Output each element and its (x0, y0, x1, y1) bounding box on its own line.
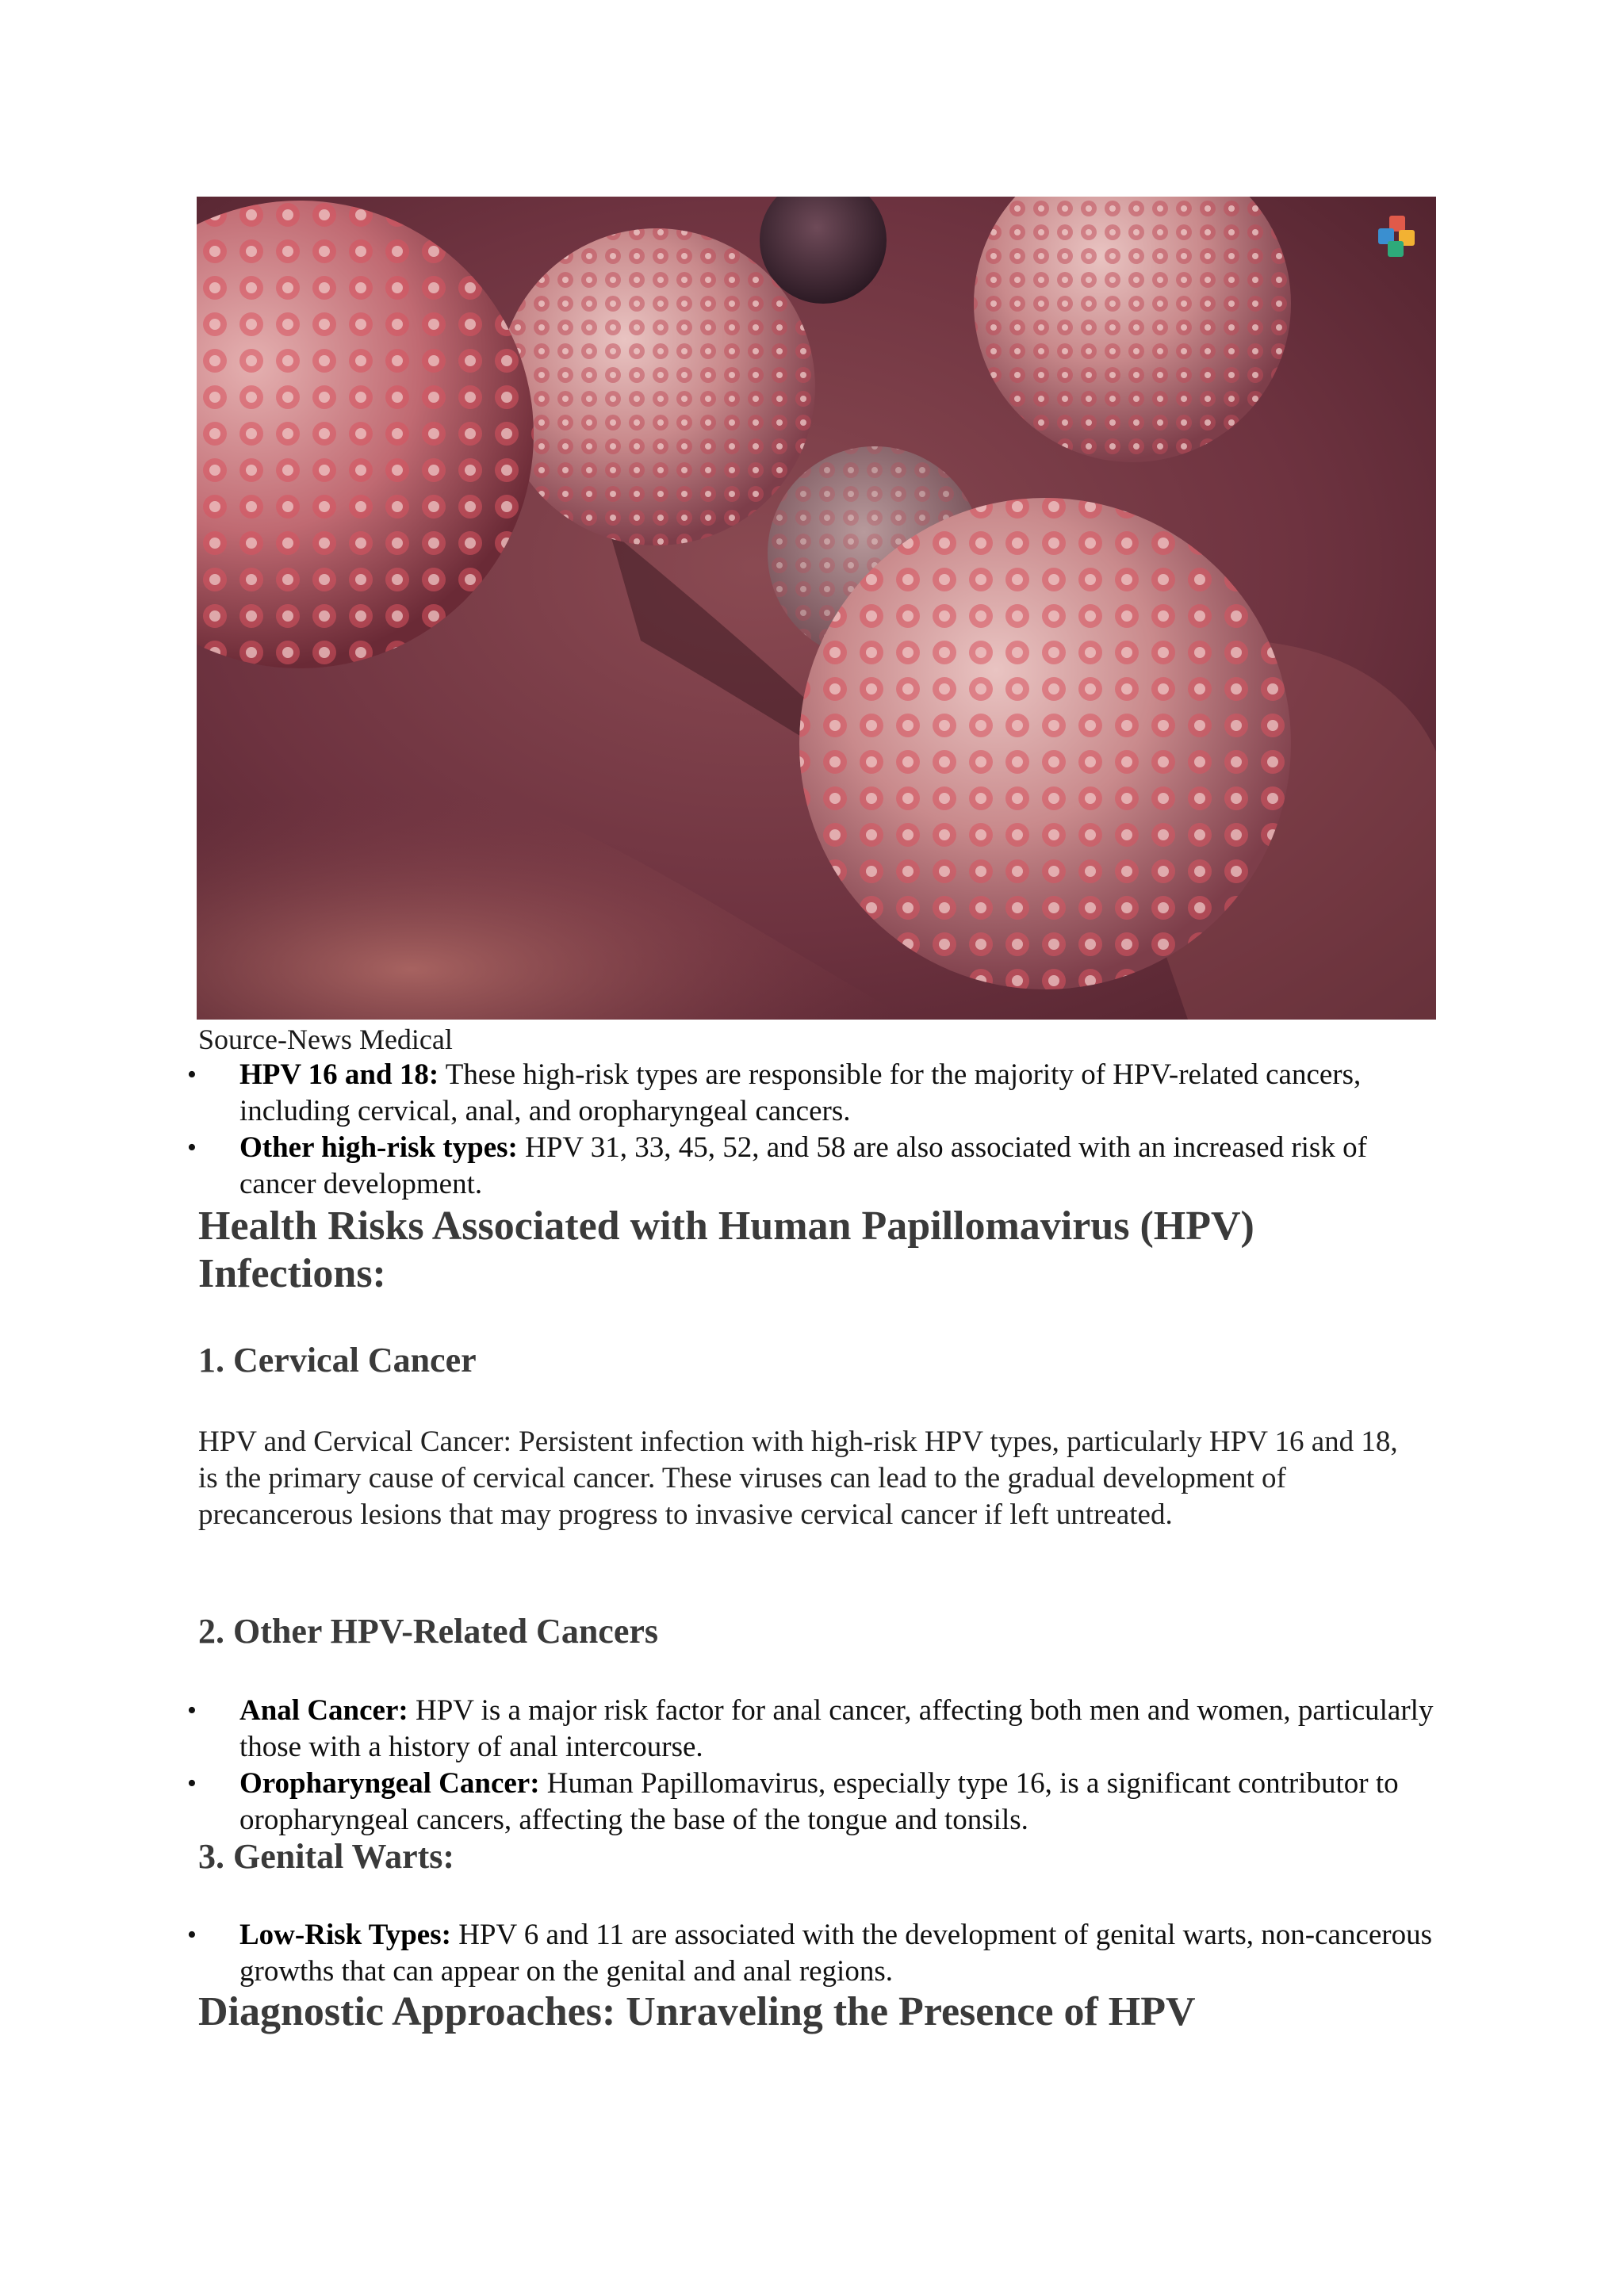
list-item (0, 1693, 1624, 1766)
heading-diagnostic-approaches: Diagnostic Approaches: Unraveling the Presence of HPV (198, 1989, 1196, 2034)
bullet-icon: • (187, 1920, 197, 1950)
list-item-text: HPV 31, 33, 45, 52, and 58 are also associated with an increased risk of cancer development. (239, 1131, 1367, 1200)
list-item-term: Oropharyngeal Cancer: (239, 1767, 540, 1800)
hpv-virus-illustration (197, 197, 1436, 1020)
bullet-icon: • (187, 1133, 197, 1162)
bullet-icon: • (187, 1060, 197, 1089)
list-item-term: HPV 16 and 18: (239, 1058, 439, 1091)
list-item-term: Other high-risk types: (239, 1131, 518, 1164)
list-item-text: HPV is a major risk factor for anal cancer, affecting both men and women, particularly those with a history of anal intercourse. (239, 1694, 1434, 1763)
hpv-types-list (0, 1057, 1624, 1203)
list-item-text: Human Papillomavirus, especially type 16, is a significant contributor to oropharyngeal cancers, affecting the base of the tongue and tonsils. (239, 1767, 1399, 1836)
list-item (0, 1057, 1624, 1130)
other-cancers-list (0, 1693, 1624, 1839)
list-item-term: Low-Risk Types: (239, 1919, 451, 1951)
list-item (0, 1766, 1624, 1839)
list-item (0, 1130, 1624, 1203)
heading-health-risks: Health Risks Associated with Human Papillomavirus (HPV) Infections: (198, 1203, 1254, 1296)
heading-cervical-cancer: 1. Cervical Cancer (198, 1341, 477, 1380)
heading-other-cancers: 2. Other HPV-Related Cancers (198, 1612, 659, 1651)
bullet-icon: • (187, 1769, 197, 1798)
list-item-term: Anal Cancer: (239, 1694, 408, 1727)
cervical-cancer-paragraph: HPV and Cervical Cancer: Persistent infection with high-risk HPV types, particularly HPV 16 and 18, is the primary cause of cervical cancer. These viruses can lead to the gradual development of precancerous lesions that may progress to invasive cervical cancer if left untreated. (198, 1425, 1398, 1531)
heading-genital-warts: 3. Genital Warts: (198, 1837, 455, 1876)
image-caption: Source-News Medical (198, 1024, 453, 1055)
list-item-text: These high-risk types are responsible for the majority of HPV-related cancers, including cervical, anal, and oropharyngeal cancers. (239, 1058, 1362, 1127)
list-item (0, 1917, 1624, 1990)
genital-warts-list (0, 1917, 1624, 1990)
list-item-text: HPV 6 and 11 are associated with the development of genital warts, non-cancerous growths that can appear on the genital and anal regions. (239, 1919, 1433, 1988)
bullet-icon: • (187, 1696, 197, 1725)
